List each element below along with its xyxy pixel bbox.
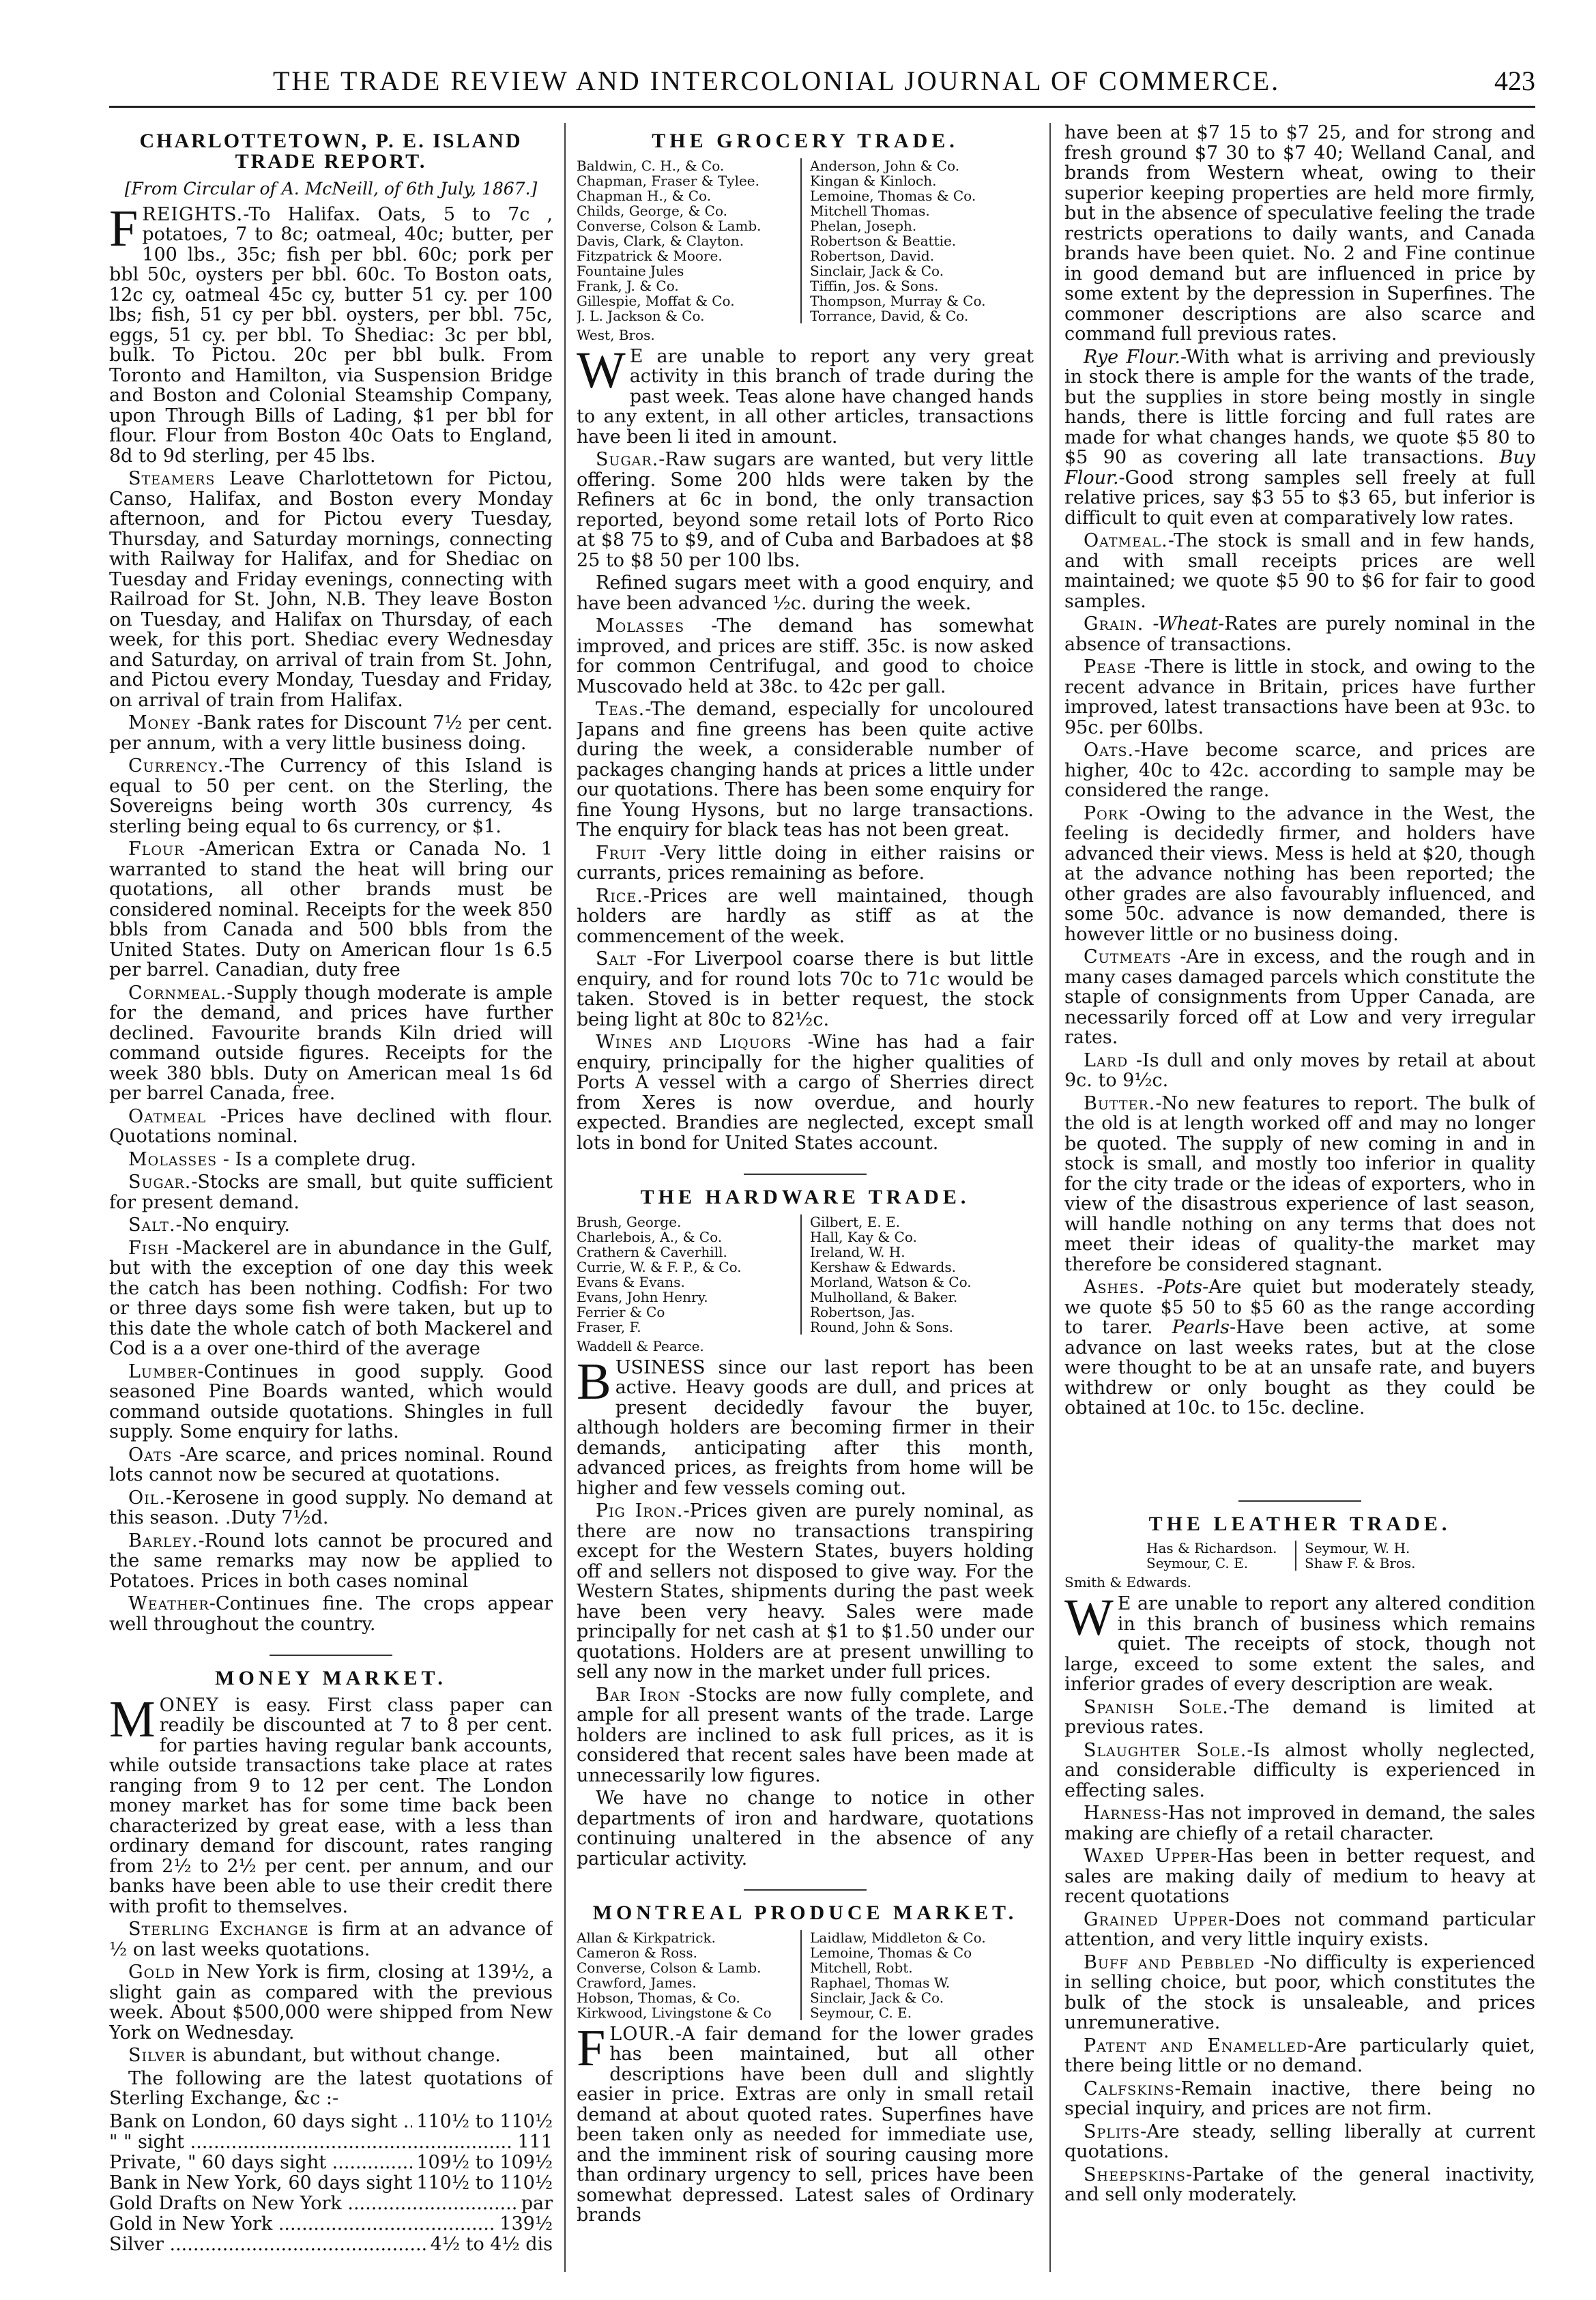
firm-name: Robertson & Beattie. — [810, 232, 957, 249]
firm-name: Morland, Watson & Co. — [810, 1273, 972, 1290]
firm-name: Gilbert, E. E. — [810, 1213, 900, 1230]
firm-list-left — [577, 1214, 800, 1335]
firm-name: Hall, Kay & Co. — [810, 1228, 917, 1245]
drop-cap: W — [577, 341, 626, 399]
firm-name: Baldwin, C. H., & Co. — [577, 157, 725, 174]
firm-name: Shaw F. & Bros. — [1305, 1555, 1416, 1571]
article-paragraph: have been at $7 15 to $7 25, and for strong and fresh ground $7 30 to $7 40; Welland Canal, and brands from Western wheat, owing to their superior keeping properties are held more firmly, but in the absence of speculative feeling the trade restricts operations to daily wants, and Canada brands have been quiet. No. 2 and Fine continue in good demand but are influenced in price by some extent by the depression in Superfines. The commoner descriptions are also scarce and command full previous rates. — [1064, 123, 1535, 345]
drop-cap: W — [1064, 1589, 1114, 1646]
article-paragraph: Spanish Sole.-The demand is limited at previous rates. — [1064, 1696, 1535, 1738]
firm-name: Raphael, Thomas W. — [810, 1974, 951, 1991]
firm-list-left — [577, 158, 800, 323]
article-paragraph: Sterling Exchange is firm at an advance of ½ on last weeks quotations. — [109, 1919, 553, 1960]
article-paragraph: Calfskins-Remain inactive, there being no special inquiry, and prices are not firm. — [1064, 2078, 1535, 2119]
firm-list — [577, 1214, 1034, 1335]
article-paragraph: Oil.-Kerosene in good supply. No demand at this season. .Duty 7½d. — [109, 1487, 553, 1528]
leather-trade — [1064, 1514, 1535, 2205]
article-paragraph: Salt -For Liverpool coarse there is but little enquiry, and for round lots 70c to 71c would be taken. Stoved is in better request, the stock being light at 80c to 82½c. — [577, 948, 1034, 1030]
article-paragraph: Money -Bank rates for Discount 7½ per cent. per annum, with a very little business doing. — [109, 712, 553, 754]
grocery-trade — [577, 131, 1034, 1153]
article-paragraph: Flour -American Extra or Canada No. 1 warranted to stand the heat will bring our quotations, all other brands must be considered nominal. Receipts for the week 850 bbls from Canada and 500 bbls from the United States. Duty on American flour 1s 6.5 per barrel. Canadian, duty free — [109, 839, 553, 980]
section-divider — [270, 1655, 392, 1656]
article-paragraph: Pease -There is little in stock, and owing to the recent advance in Britain, prices have further improved, latest transactions have been at 93c. to 95c. per 60lbs. — [1064, 656, 1535, 738]
section-title: MONEY MARKET. — [215, 1667, 447, 1689]
article-paragraph: Fish -Mackerel are in abundance in the Gulf, but with the exception of one day this week the catch has been nothing. Codfish: For two or three days some fish were taken, but up to this date the whole catch of both Mackerel and Cod is a a over one-third of the average — [109, 1237, 553, 1359]
article-paragraph: Silver is abundant, but without change. — [128, 2045, 501, 2066]
firm-name: Kershaw & Edwards. — [810, 1258, 956, 1275]
article-paragraph: FLOUR.-A fair demand for the lower grades has been maintained, but all other descriptions have been dull and slightly easier in price. Extras are only in small retail demand at about quoted rates. Superfines have been taken only as needed for immediate use, and the imminent risk of souring causing more than ordinary urgency to sell, prices have been somewhat depressed. Latest sales of Ordinary brands — [577, 2019, 1034, 2226]
article-paragraph: Wines and Liquors -Wine has had a fair enquiry, principally for the higher qualities of Ports A vessel with a cargo of Sherries direct from Xeres is now overdue, and hourly expected. Brandies are neglected, except small lots in bond for United States account. — [577, 1032, 1034, 1154]
firm-name: Cameron & Ross. — [577, 1944, 698, 1961]
article-paragraph: Ashes. -Pots-Are quiet but moderately steady, we quote $5 50 to $5 60 as the range according to tarer. Pearls-Have been active, at some advance on last weeks rates, but at the close were thought to be at an unsafe rate, and buyers withdrew or only bought as they could be obtained at 10c. to 15c. decline. — [1064, 1277, 1535, 1418]
drop-cap: F — [109, 199, 139, 257]
firm-list-center: Smith & Edwards. — [1064, 1574, 1191, 1590]
quotation-row: Gold in New York ..... 139½ — [109, 2214, 553, 2235]
firm-name: Davis, Clark, & Clayton. — [577, 232, 744, 249]
article-paragraph: Patent and Enamelled-Are particularly quiet, there being little or no demand. — [1064, 2035, 1535, 2076]
article-paragraph: We have no change to notice in other departments of iron and hardware, quotations continuing unaltered in the absence of any particular activity. — [577, 1788, 1034, 1869]
article-paragraph: Grained Upper-Does not command particular attention, and very little inquiry exists. — [1064, 1908, 1535, 1950]
quotation-row: Gold Drafts on New York ..... par — [109, 2194, 553, 2214]
firm-name: Anderson, John & Co. — [810, 157, 960, 174]
firm-name: Torrance, David, & Co. — [810, 307, 969, 324]
article-paragraph: Splits-Are steady, selling liberally at current quotations. — [1064, 2121, 1535, 2162]
firm-name: Mitchell Thomas. — [810, 202, 930, 219]
firm-name: Mitchell, Robt. — [810, 1959, 913, 1976]
firm-name: Converse, Colson & Lamb. — [577, 217, 761, 234]
article-paragraph: The following are the latest quotations of Sterling Exchange, &c :- — [109, 2067, 553, 2109]
article-paragraph: Slaughter Sole.-Is almost wholly neglected, and considerable difficulty is experienced in effecting sales. — [1064, 1739, 1535, 1801]
quotation-row: Private, " 60 days sight ..... 109½ to 109½ — [109, 2153, 553, 2173]
column-rule — [1049, 123, 1051, 2272]
firm-name: Kirkwood, Livingstone & Co — [577, 2004, 772, 2021]
article-paragraph: Oats -Are scarce, and prices nominal. Round lots cannot now be secured at quotations. — [109, 1444, 553, 1485]
article-paragraph: Harness-Has not improved in demand, the sales making are chiefly of a retail character. — [1064, 1803, 1535, 1844]
page-number: 423 — [1494, 65, 1535, 96]
hardware-trade — [577, 1187, 1034, 1869]
article-paragraph: Weather-Continues fine. The crops appear well throughout the country. — [109, 1593, 553, 1635]
firm-list-right — [800, 1214, 1034, 1335]
firm-name: Chapman H., & Co. — [577, 187, 712, 204]
firm-name: Childs, George, & Co. — [577, 202, 728, 219]
firm-name: Round, John & Sons. — [810, 1318, 953, 1335]
column-3 — [1064, 123, 1535, 2272]
firm-name: Gillespie, Moffat & Co. — [577, 292, 735, 309]
article-paragraph: Rye Flour.-With what is arriving and previously in stock there is ample for the wants of the trade, but the supplies in store being mostly in single hands, there is little forcing and full rates are made for what changes hands, we quote $5 80 to $5 90 as covering all late transactions. Buy Flour.-Good strong samples sell freely at full relative prices, say $3 55 to $3 65, but inferior is difficult to quit even at comparatively low rates. — [1064, 346, 1535, 529]
firm-name: Frank, J. & Co. — [577, 277, 679, 294]
produce-market-continued — [1064, 123, 1535, 1418]
firm-name: Mulholland, & Baker. — [810, 1288, 958, 1305]
article-paragraph: Steamers Leave Charlottetown for Pictou, Canso, Halifax, and Boston every Monday afternoon, and for Pictou every Tuesday, Thursday, and Saturday mornings, connecting with Railway for Halifax, and for Shediac on Tuesday and Friday evenings, connecting with Railroad for St. John, N.B. They leave Boston on Tuesday, and Halifax on Thursday, of each week, for this port. Shediac every Wednesday and Saturday, on arrival of train from St. John, and Pictou every Monday, Tuesday and Friday, on arrival of train from Halifax. — [109, 468, 553, 711]
firm-name: Crathern & Caverhill. — [577, 1243, 727, 1260]
firm-name: Ferrier & Co — [577, 1303, 665, 1320]
montreal-produce-market — [577, 1903, 1034, 2226]
article-paragraph: Gold in New York is firm, closing at 139½, a slight gain as compared with the previous week. About $500,000 were shipped from New York on Wednesday. — [109, 1962, 553, 2043]
column-rule — [564, 123, 566, 2272]
article-paragraph: Oats.-Have become scarce, and prices are higher, 40c to 42c. according to sample may be considered the range. — [1064, 740, 1535, 801]
firm-name: Chapman, Fraser & Tylee. — [577, 172, 759, 189]
firm-list-right — [800, 158, 1034, 323]
drop-cap: M — [109, 1690, 156, 1748]
exchange-quotations — [109, 2112, 553, 2255]
charlottetown-report — [109, 131, 553, 1634]
section-divider — [744, 1174, 867, 1175]
firm-name: Fountaine Jules — [577, 262, 684, 279]
firm-list-right — [1295, 1541, 1453, 1571]
firm-name: Currie, W. & F. P., & Co. — [577, 1258, 742, 1275]
firm-name: J. L. Jackson & Co. — [577, 307, 705, 324]
article-paragraph: Teas.-The demand, especially for uncoloured Japans and fine greens has been quite active during the week, a considerable number of packages changing hands at prices a little under our quotations. There has been some enquiry for fine Young Hysons, but no large transactions. The enquiry for black teas has not been great. — [577, 699, 1034, 841]
firm-name: Kingan & Kinloch. — [810, 172, 937, 189]
article-paragraph: Pig Iron.-Prices given are purely nominal, as there are now no transactions transpiring except for the Western States, buyers holding off and sellers not disposed to give way. For the Western States, shipments during the past week have been very heavy. Sales were made principally for net cash at $1 to $1.50 under our quotations. Holders are at present unwilling to sell any now in the market under full prices. — [577, 1500, 1034, 1683]
article-paragraph: BUSINESS since our last report has been active. Heavy goods are dull, and prices at present decidedly favour the buyer, although holders are becoming firmer in their demands, anticipating after this month, advanced prices, as freights from home will be higher and few vessels coming out. — [577, 1352, 1034, 1499]
section-title: THE LEATHER TRADE. — [1148, 1512, 1451, 1535]
money-market — [109, 1668, 553, 2255]
section-subtitle: [From Circular of A. McNeill, of 6th July, 1867.] — [124, 179, 538, 199]
firm-list — [1064, 1541, 1535, 1571]
firm-name: Evans, John Henry. — [577, 1288, 708, 1305]
firm-name: Phelan, Joseph. — [810, 217, 917, 234]
article-paragraph: Cornmeal.-Supply though moderate is ample for the demand, and prices have further declined. Favourite brands Kiln dried will command outside figures. Receipts for the week 380 bbls. Duty on American meal 1s 6d per barrel Canada, free. — [109, 982, 553, 1104]
firm-name: Hobson, Thomas, & Co. — [577, 1989, 740, 2006]
firm-name: Sinclair, Jack & Co. — [810, 1989, 944, 2006]
firm-name: Seymour, C. E. — [1146, 1555, 1249, 1571]
article-paragraph: Salt.-No enquiry. — [128, 1214, 290, 1236]
section-title: THE HARDWARE TRADE. — [640, 1186, 970, 1208]
firm-name: Fitzpatrick & Moore. — [577, 247, 723, 264]
firm-list — [577, 158, 1034, 323]
article-paragraph: Grain. -Wheat-Rates are purely nominal in the absence of transactions. — [1064, 613, 1535, 655]
firm-name: Robertson, Jas. — [810, 1303, 915, 1320]
article-paragraph: FREIGHTS.-To Halifax. Oats, 5 to 7c , potatoes, 7 to 8c; oatmeal, 40c; butter, per 100 lbs., 35c; fish per bbl. 60c; pork per bbl 50c, oysters per bbl. 60c. To Boston oats, 12c cy, oatmeal 45c cy, butter 51 cy. per 100 lbs; fish, 51 cy per bbl. oysters, per bbl. 75c, eggs, 51 cy. per bbl. To Shediac: 3c per bbl, bulk. To Pictou. 20c per bbl bulk. From Toronto and Hamilton, via Suspension Bridge and Boston and Colonial Steamship Company, upon Through Bills of Lading, $1 per bbl for flour. Flour from Boston 40c Oats to England, 8d to 9d sterling, per 45 lbs. — [109, 199, 553, 467]
column-1 — [109, 123, 553, 2272]
firm-name: Tiffin, Jos. & Sons. — [810, 277, 939, 294]
quotation-row: Bank in New York, 60 days sight ..... 110½ to 110½ — [109, 2173, 553, 2194]
firm-name: Robertson, David. — [810, 247, 935, 264]
article-paragraph: Bar Iron -Stocks are now fully complete, and ample for all present wants of the trade. Large holders are inclined to ask full prices, as it is considered that recent sales have been made at unnecessarily low figures. — [577, 1684, 1034, 1786]
firm-name: Brush, George. — [577, 1213, 682, 1230]
article-paragraph: Sugar.-Stocks are small, but quite sufficient for present demand. — [109, 1171, 553, 1213]
article-paragraph: W E are unable to report any very great activity in this branch of trade during the past week. Teas alone have changed hands to any extent, in all other articles, transactions have been li ited in amount. — [577, 341, 1034, 448]
firm-list — [577, 1930, 1034, 2020]
article-paragraph: Sheepskins-Partake of the general inactivity, and sell only moderately. — [1064, 2164, 1535, 2205]
article-paragraph: Rice.-Prices are well maintained, though holders are hardly as stiff as at the commencement of the week. — [577, 885, 1034, 947]
firm-name: Seymour, W. H. — [1305, 1540, 1410, 1556]
article-paragraph: Refined sugars meet with a good enquiry, and have been advanced ½c. during the week. — [577, 572, 1034, 614]
section-divider — [744, 1889, 867, 1891]
firm-name: Evans & Evans. — [577, 1273, 685, 1290]
article-paragraph: Oatmeal -Prices have declined with flour. Quotations nominal. — [109, 1105, 553, 1147]
quotation-row: Bank on London, 60 days sight ..... 110½ to 110½ — [109, 2112, 553, 2132]
section-title: THE GROCERY TRADE. — [652, 130, 959, 152]
firm-name: Laidlaw, Middleton & Co. — [810, 1929, 986, 1946]
article-paragraph: Lumber-Continues in good supply. Good seasoned Pine Boards wanted, which would command outside quotations. Shingles in full supply. Some enquiry for laths. — [109, 1360, 553, 1442]
firm-name: Thompson, Murray & Co. — [810, 292, 986, 309]
article-paragraph: MONEY is easy. First class paper can readily be discounted at 7 to 8 per cent. for parties having regular bank accounts, while outside transactions take place at rates ranging from 9 to 12 per cent. The London money market has for some time back been characterized by great ease, with a less than ordinary demand for discount, rates ranging from 2½ to 2½ per cent. per annum, and our banks have been able to use their credit there with profit to themselves. — [109, 1690, 553, 1917]
firm-name: Lemoine, Thomas & Co. — [810, 187, 976, 204]
firm-name: Converse, Colson & Lamb. — [577, 1959, 761, 1976]
firm-name: Lemoine, Thomas & Co — [810, 1944, 972, 1961]
journal-title: THE TRADE REVIEW AND INTERCOLONIAL JOURNAL OF COMMERCE. — [273, 65, 1281, 96]
section-title: MONTREAL PRODUCE MARKET. — [592, 1902, 1018, 1924]
firm-list-left — [1146, 1541, 1295, 1571]
article-paragraph: W E are unable to report any altered condition in this branch of business which remains quiet. The receipts of stock, though not large, exceed to some extent the sales, and inferior grades of every description are weak. — [1064, 1589, 1535, 1695]
firm-name: Allan & Kirkpatrick. — [577, 1929, 716, 1946]
firm-name: Fraser, F. — [577, 1318, 641, 1335]
drop-cap: F — [577, 2019, 606, 2077]
article-paragraph: Currency.-The Currency of this Island is equal to 50 per cent. on the Sterling, the Sovereigns being worth 30s currency, 4s sterling being equal to 6s currency, or $1. — [109, 755, 553, 837]
article-paragraph: Cutmeats -Are in excess, and the rough and in many cases damaged parcels which constitute the staple of consignments from Upper Canada, are necessarily forced off at Low and very irregular rates. — [1064, 946, 1535, 1048]
running-head — [109, 65, 1535, 108]
article-paragraph: Sugar.-Raw sugars are wanted, but very little offering. Some 200 hlds were taken by the Refiners at 6c in bond, the only transaction reported, beyond some retail lots of Porto Rico at $8 75 to $9, and of Cuba and Barbadoes at $8 25 to $8 50 per 100 lbs. — [577, 449, 1034, 571]
section-title: CHARLOTTETOWN, P. E. ISLAND TRADE REPORT. — [139, 130, 523, 173]
article-paragraph: Waxed Upper-Has been in better request, and sales are making daily of medium to heavy at recent quotations — [1064, 1846, 1535, 1907]
firm-list-center: Waddell & Pearce. — [577, 1337, 704, 1354]
firm-name: Seymour, C. E. — [810, 2004, 912, 2021]
firm-list-right — [800, 1930, 1034, 2020]
section-divider — [1238, 1500, 1361, 1502]
firm-name: Crawford, James. — [577, 1974, 697, 1991]
article-paragraph: Molasses -The demand has somewhat improved, and prices are stiff. 35c. is now asked for common Centrifugal, and good to choice Muscovado held at 38c. to 42c per gall. — [577, 615, 1034, 697]
firm-list-center: West, Bros. — [577, 326, 655, 343]
article-paragraph: Fruit -Very little doing in either raisins or currants, prices remaining as before. — [577, 842, 1034, 884]
drop-cap: B — [577, 1352, 611, 1410]
quotation-row: " " sight ..... 111 — [109, 2132, 553, 2153]
firm-name: Has & Richardson. — [1146, 1540, 1277, 1556]
firm-list-left — [577, 1930, 800, 2020]
article-paragraph: Buff and Pebbled -No difficulty is experienced in selling choice, but poor, which constitutes the bulk of the stock is unsaleable, and prices unremunerative. — [1064, 1951, 1535, 2033]
quotation-row: Silver ..... 4½ to 4½ dis — [109, 2235, 553, 2255]
article-paragraph: Pork -Owing to the advance in the West, the feeling is decidedly firmer, and holders have advanced their views. Mess is held at $20, though at the advance nothing has been reported; the other grades are also favourably influenced, and some 50c. advance is now demanded, there is however little or no business doing. — [1064, 802, 1535, 945]
article-paragraph: Molasses - Is a complete drug. — [128, 1148, 416, 1170]
firm-name: Charlebois, A., & Co. — [577, 1228, 723, 1245]
column-2 — [577, 123, 1034, 2272]
article-paragraph: Barley.-Round lots cannot be procured and the same remarks may now be applied to Potatoes. Prices in both cases nominal — [109, 1530, 553, 1592]
firm-name: Ireland, W. H. — [810, 1243, 905, 1260]
firm-name: Sinclair, Jack & Co. — [810, 262, 944, 279]
article-paragraph: Lard -Is dull and only moves by retail at about 9c. to 9½c. — [1064, 1049, 1535, 1091]
article-paragraph: Butter.-No new features to report. The bulk of the old is at length worked off and may no longer be quoted. The supply of new coming in and in stock is small, and mostly too inferior in quality for the city trade or the ideas of exporters, who in view of the disastrous experience of last season, will handle nothing on any terms that does not meet their ideas of quality-the market may therefore be considered stagnant. — [1064, 1092, 1535, 1275]
article-paragraph: Oatmeal.-The stock is small and in few hands, and with small receipts prices are well maintained; we quote $5 90 to $6 for fair to good samples. — [1064, 530, 1535, 612]
